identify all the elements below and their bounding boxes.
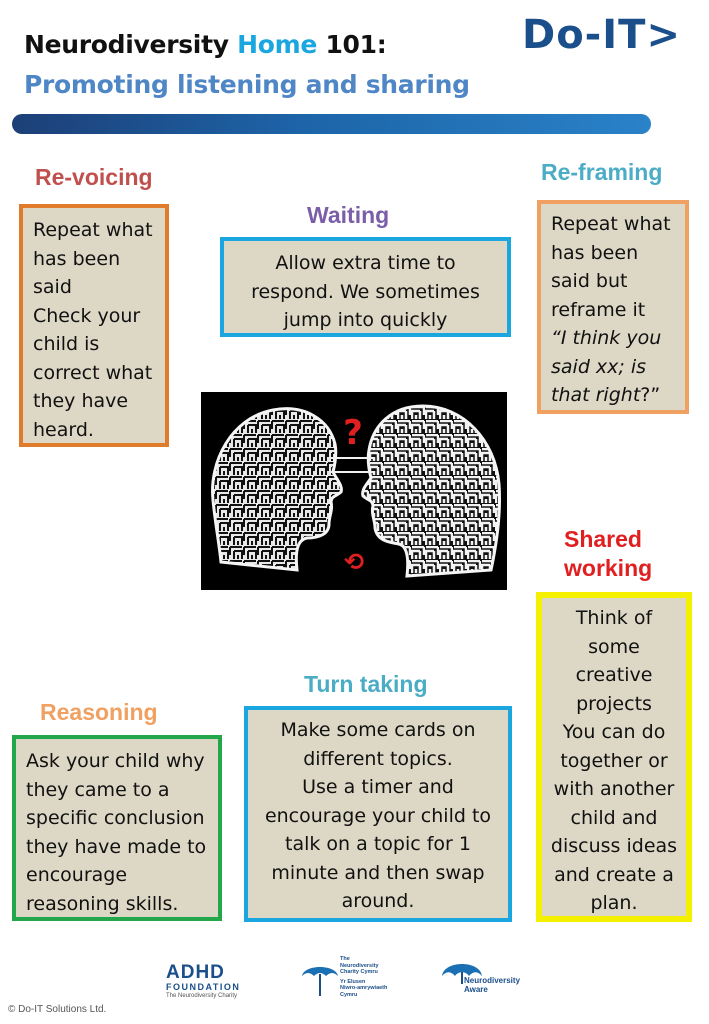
- shared-line: plan.: [590, 892, 638, 914]
- shared-line: discuss ideas: [550, 835, 678, 857]
- reframing-line: Repeat what: [551, 213, 671, 235]
- waiting-line: Allow extra time to: [275, 252, 456, 274]
- reasoning-line: specific conclusion: [26, 807, 205, 829]
- ndc-text-line: Cymru: [340, 991, 358, 998]
- turn-taking-line: talk on a topic for 1: [285, 833, 471, 855]
- turn-taking-line: encourage your child to: [264, 804, 492, 827]
- nda-text-line: Aware: [464, 985, 488, 994]
- revoicing-line: correct what: [33, 361, 153, 384]
- revoicing-line: has been: [33, 247, 121, 270]
- left-head-maze: [213, 409, 342, 570]
- shared-heading: [564, 525, 652, 583]
- ndc-text-line: Charity Cymru: [340, 969, 378, 975]
- reasoning-heading: Reasoning: [40, 699, 158, 725]
- reframing-box: [537, 200, 689, 414]
- question-mark: ?: [343, 413, 363, 453]
- umbrella-icon: [300, 958, 340, 1000]
- shared-line: with another: [553, 778, 675, 800]
- shared-line: child and: [570, 806, 658, 829]
- shared-line: together or: [560, 749, 668, 772]
- shared-line: projects: [576, 692, 652, 715]
- reframing-quote-text: that right: [551, 384, 641, 406]
- reframing-quote-line: said xx; is: [551, 355, 647, 378]
- title-highlight: Home: [237, 30, 318, 59]
- adhd-logo-text: ADHD: [166, 962, 225, 983]
- ndc-text-line: Yr Elusen: [340, 978, 366, 985]
- revoicing-line: heard.: [33, 418, 94, 441]
- turn-taking-line: minute and then swap: [271, 861, 485, 884]
- nda-text-line: Neurodiversity: [464, 976, 521, 985]
- revoicing-line: said: [33, 276, 72, 298]
- copyright-text: © Do-IT Solutions Ltd.: [8, 1004, 107, 1015]
- turn-taking-line: different topics.: [303, 747, 453, 770]
- adhd-logo-tagline: The Neurodiversity Charity: [166, 993, 238, 999]
- reframing-line: said but: [551, 270, 628, 292]
- revoicing-line: child is: [33, 333, 100, 355]
- reframing-heading: Re-framing: [541, 159, 663, 185]
- reframing-quote-last: [551, 381, 685, 410]
- waiting-line: jump into quickly: [283, 309, 448, 331]
- header-divider-bar: [12, 114, 651, 134]
- maze-heads-graphic: [201, 392, 507, 590]
- ndc-text-line: The: [340, 956, 350, 962]
- ndc-logo-text: [340, 956, 387, 998]
- right-head-maze: [363, 406, 500, 576]
- shared-box: [536, 592, 692, 922]
- shared-line: some: [588, 635, 640, 658]
- adhd-foundation-logo: [166, 962, 240, 999]
- turn-taking-line: Use a timer and: [302, 776, 454, 798]
- reasoning-line: they have made to: [26, 835, 207, 858]
- waiting-box: [220, 237, 511, 337]
- reframing-quote-end: ?”: [640, 384, 661, 406]
- title-part-1: Neurodiversity: [24, 30, 238, 59]
- shared-line: and create a: [554, 863, 674, 886]
- shared-heading-line: working: [564, 555, 653, 581]
- rotate-arrows-icon: ⟲: [343, 548, 365, 576]
- revoicing-line: Repeat what: [33, 219, 153, 241]
- reasoning-line: Ask your child why: [26, 750, 205, 772]
- turn-taking-heading: Turn taking: [304, 671, 428, 697]
- revoicing-line: they have: [33, 390, 129, 412]
- reasoning-box: [12, 735, 222, 921]
- shared-line: You can do: [562, 721, 666, 743]
- reframing-line: has been: [551, 241, 639, 264]
- reframing-quote-line: “I think you: [551, 327, 662, 349]
- page-title: [24, 30, 386, 59]
- shared-heading-line: Shared: [564, 526, 642, 552]
- waiting-heading: Waiting: [307, 202, 390, 228]
- nda-logo-text: [464, 976, 520, 994]
- ndc-text-line: Niwro-amrywiaeth: [340, 985, 388, 991]
- neurodiversity-aware-logo: [440, 954, 540, 1000]
- do-it-logo: Do-IT>: [522, 12, 681, 58]
- neurodiversity-charity-cymru-logo: [300, 956, 400, 1002]
- reasoning-line: encourage: [26, 864, 128, 886]
- revoicing-heading: Re-voicing: [35, 164, 153, 190]
- maze-heads-image: [201, 392, 507, 590]
- title-part-3: 101:: [317, 30, 387, 59]
- turn-taking-line: around.: [341, 890, 415, 912]
- waiting-line: respond. We sometimes: [251, 280, 480, 303]
- reframing-line: reframe it: [551, 298, 646, 321]
- reasoning-line: they came to a: [26, 778, 170, 801]
- turn-taking-box: [244, 706, 512, 922]
- shared-line: creative: [575, 664, 653, 686]
- page-subtitle: Promoting listening and sharing: [24, 70, 470, 99]
- revoicing-box: [19, 204, 169, 447]
- shared-line: Think of: [575, 607, 653, 629]
- turn-taking-line: Make some cards on: [280, 719, 476, 741]
- reasoning-line: reasoning skills.: [26, 892, 179, 915]
- adhd-logo-foundation: FOUNDATION: [166, 982, 241, 992]
- revoicing-line: Check your: [33, 304, 141, 327]
- ndc-text-line: Neurodiversity: [340, 962, 379, 969]
